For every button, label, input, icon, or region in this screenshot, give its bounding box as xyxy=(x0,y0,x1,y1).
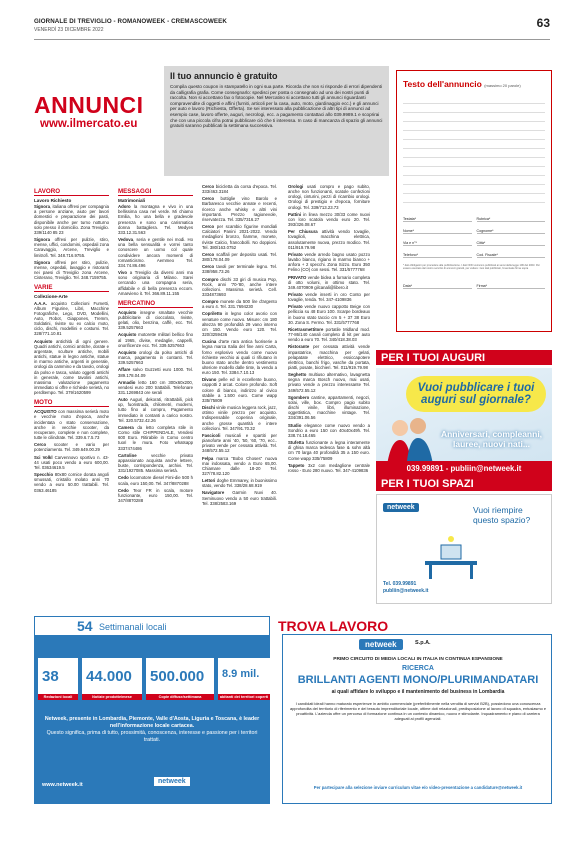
ad-lead: Vedova xyxy=(118,237,134,243)
section-heading: LAVORO xyxy=(34,188,109,196)
ad-lead: Ricetrasmettitore xyxy=(288,326,324,332)
ad-text: per scambio figurine mondiali Calciatori Panini 2021-2022. Vendo medaglioni bronzo, fiamme, monete, riviste Calcio, francobolli. No doppioni. Tel. 380/163.0752 xyxy=(202,224,277,250)
ad-lead: Stufetta xyxy=(288,440,304,446)
classified-ad xyxy=(202,433,277,454)
ad-text: per cessata attività vende impastatrice, macchina per gelati, pelapatate elettrico, essiccapotere elettrico, banchi frigo, vasche da portata, piatti, posate, bicchieri. Tel. 011/919.79.98 xyxy=(288,344,370,370)
ad-lead: Seghetto xyxy=(288,372,307,378)
ad-text: bicicletta da corsa d'epoca. Tel. 333/463.3184 xyxy=(202,184,277,195)
ad-lead: Cedo xyxy=(118,475,129,481)
ad-lead: Armadio xyxy=(118,379,136,385)
classified-ad xyxy=(288,463,370,473)
subsection-heading: Collezione-Arte xyxy=(34,294,68,300)
netweek-logo: netweek xyxy=(154,777,190,786)
ad-lead: ACQUISTO xyxy=(34,409,57,415)
netweek-text-1: Netweek, presente in Lombardia, Piemonte, Valle d'Aosta, Liguria e Toscana, è leader nell'informazione locale cartacea. xyxy=(44,716,260,729)
stat-value: 8.9 mil. xyxy=(222,668,260,680)
classified-ad xyxy=(288,372,370,393)
classified-ad xyxy=(118,204,193,235)
ad-text: con massima serietà moto e vecchie moto d'epoca, anche incidentata o stato conservazione, anche in vecchie scooter, da recuperare, complete e non complete, tutte le cilindrate. Tel. 339.6.7.5.73 xyxy=(34,409,109,441)
field-telefono[interactable]: Telefono* xyxy=(403,249,472,258)
stat-value: 38 xyxy=(42,668,59,685)
ad-text: vende inserti in oro Conto per tovaglie, tenda. Tel. 347-4109836 xyxy=(288,291,370,303)
ad-text: orologi da polso antichi di marca, pagamento in contanti. Tel. 339.5257663 xyxy=(118,349,193,366)
ad-text: offresi per stiro, pulizie, mense, ospedali, lavaggio e ristoranti nei paesi di Treviglio zona Arcene, Cisterano, Treviglio. Tel. 348.7159755. xyxy=(34,259,109,281)
column-4 xyxy=(288,184,370,475)
field-via[interactable]: Via e n°* xyxy=(403,237,472,246)
classified-ad xyxy=(288,252,370,273)
field-firma[interactable]: Firma* xyxy=(477,279,546,289)
classified-ad xyxy=(202,311,277,337)
ad-lead: Acquisto xyxy=(34,338,53,344)
ad-lead: Privato xyxy=(288,291,303,297)
classified-ad xyxy=(202,490,277,505)
promo-spazi-email[interactable]: publiin@netweek.it xyxy=(383,587,429,594)
classified-ad xyxy=(288,304,370,325)
ad-text: multiuso alternativo, lavagnetta segna marca Bosch nuovo, mai usati, privato vende a prezzo interessante Tel. 349/572.55.12 xyxy=(288,372,370,393)
classified-ad xyxy=(288,275,370,290)
classified-ad xyxy=(118,367,193,377)
ad-text: tavoli per terminale legno. Tel. 338/958.73.26 xyxy=(202,264,277,275)
ad-lead: Cerco xyxy=(202,224,215,230)
classified-ad xyxy=(288,212,370,227)
ad-lead: Signora xyxy=(34,204,50,210)
ad-text: portatile Midland mod. 77-86/140 canali completo di kit per auto vendo a euro 70. Tel. 340/418.38.03 xyxy=(288,326,370,343)
stat-label: Copie diffuse/settimana xyxy=(146,694,214,700)
ad-lead: Acquisto xyxy=(118,309,137,315)
column-1 xyxy=(34,184,109,495)
ad-text: musicali e spartiti per pianoforte anni '40, '50, '60, '70, ecc.. privato vende per cessata attività. Tel. 348/572.55.12 xyxy=(202,432,277,454)
ad-lead: Privato xyxy=(288,304,303,310)
classified-ad xyxy=(34,260,109,281)
ad-text: scooter e vario per potenziamento. Tel. 349.649.00.29 xyxy=(34,442,109,453)
ad-lead: Affare xyxy=(118,367,131,373)
stat-label: Notizie prodotte/mese xyxy=(82,694,142,700)
ad-lead: Camera xyxy=(118,424,134,430)
coupon-form xyxy=(396,70,552,332)
netweek-logo: netweek xyxy=(383,503,419,512)
ad-text: vende bidea a furnario completa di otto volumi, in ottimo stato. Tel. 349.4070909 gilcanali@libero.it xyxy=(288,274,370,290)
ad-text: insegne smaltate vecchie pubblicitarie di cioccolato, riviste, gelati, olio, benzina, caffè, ecc. Tel. 339.5257663 xyxy=(118,309,193,331)
classified-ad xyxy=(34,442,109,452)
trova-lavoro-title: TROVA LAVORO xyxy=(278,618,389,634)
ad-text: salvo Guzzetti euro 1000. Tel. 389.178.04.09 xyxy=(118,367,193,378)
ad-text: vende nuovo cappotto Beige con pelliccia su 48 Euro 100. Scarpe bordeaux in buono stato taccio cm 5 + 37 38 Euro 30. Zona S. Fermo. Tel. 331/5777768 xyxy=(288,304,370,325)
ad-lead: Lettori xyxy=(202,478,216,484)
ad-lead: Sci Volkl xyxy=(34,454,53,460)
netweek-box xyxy=(34,616,270,804)
page-header xyxy=(34,14,550,40)
settimanali-title: Settimanali locali xyxy=(99,622,167,632)
ad-lead: Felpa xyxy=(202,455,214,461)
column-2 xyxy=(118,184,193,505)
ad-lead: Tappeto xyxy=(288,462,305,468)
classified-ad xyxy=(118,453,193,474)
ad-lead: Fascicoli xyxy=(202,432,221,438)
ad-lead: Cucina xyxy=(202,339,217,345)
ad-text: a Treviglio da diversi anni ma sono originaria di Milano. Sarei cercando una compagna seria, affidabile e di bella presenza eccom. Amarvieno it. Tel. 366.89.11.155 xyxy=(118,270,193,296)
classified-ad xyxy=(118,332,193,347)
ad-lead: Acquisto xyxy=(118,349,137,355)
ad-text: , italiana offresi per compagnia a persone anziane, aiuto per lavori domestici e preparazione dei pasti, disponibile anche per turno notturno solo presso il domicilio. Zona Treviglio. 339/1140 85 23 xyxy=(34,204,109,235)
annunci-title: ANNUNCI xyxy=(34,92,144,118)
classified-ad xyxy=(34,237,109,258)
subsection-heading: Matrimoniali xyxy=(118,198,146,203)
issue-date: VENERDÌ 23 DICEMBRE 2022 xyxy=(34,27,104,33)
info-title: Il tuo annuncio è gratuito xyxy=(170,71,278,81)
section-heading: MESSAGGI xyxy=(118,188,193,196)
text-lines-field[interactable] xyxy=(403,95,545,203)
ad-text: d'arte rara antica fuoriserie a legna marca Italia del fine anni Carta, forno esplosivo vendo come nuovo richieste vecchio ai quali ci rifiutano in buono stato anche dentro vestimento ulteriore modello dalle tinte, la vendo a euro 150. Tel. 3384.7.10.13 xyxy=(202,339,277,376)
classified-ad xyxy=(288,423,370,438)
form-sign xyxy=(403,279,545,289)
classified-ad xyxy=(288,184,370,210)
ad-text: offresi per pulizie, stiro, mense, uffici, condomini, ospedali zona Caravaggio, Arcene, Treviglio e limitrofi. Tel. 348.716.9755. xyxy=(34,237,109,258)
classified-ad xyxy=(288,395,370,421)
ad-lead: Cerco xyxy=(202,196,215,202)
classified-ad xyxy=(202,184,277,194)
ad-text: antichità di ogni genere. Quadri antichi, cornici antiche, dorate e argentate, sculture antiche, mobili antichi, statue in legno antiche, statue in marmo antiche, argenti in generale, orologi da cammino e da tavolo, orologi da polso e tasca, valuto oggetti antichi in generale, come tavolini antichi, massima valutazione pagamento immediato si offre e richiede serietà, no perditempo. Tel. 379/1620599 xyxy=(34,338,110,396)
classified-ad xyxy=(202,264,277,274)
column-3 xyxy=(202,184,277,508)
ad-text: locomotore diesel Fimi-die 500 h scala, euro 150,00. Tel. 347/8870288 xyxy=(118,475,193,486)
section-heading: MERCATINO xyxy=(118,300,193,308)
promo-auguri-contact[interactable]: 039.99891 - publiin@netweek.it xyxy=(376,461,552,476)
ad-lead: Cerco xyxy=(202,251,215,257)
field-data[interactable]: Data* xyxy=(403,279,472,289)
ad-text: doghe Emmarey, in buonissimo stato, vendo Tel. 338/28.68.919 xyxy=(202,478,277,489)
field-rubrica[interactable]: Rubrica* xyxy=(477,213,546,222)
ad-lead: Cartoline xyxy=(118,452,137,458)
ad-text: attività vendo tovaglie, tovaglioli, macchina elettrica, assolutamente nuova, prezzo modico. Tel. 011/919.79.98 xyxy=(288,229,371,250)
ad-text: vinile musica leggera rock, jazz, ottimo vinile prezzo per acquisto. Indispensabile coperina originale, anche grosse quantità e intere collezioni. Tel. 347/91.70.32 xyxy=(202,405,277,431)
ad-text: , seria e gentile nei modi. Ho una bella sensualità e vorrei tanto conoscere un uomo col quale condividere ancora momenti di romanticismo. Aemmeo Tel. 334.74.86.496 xyxy=(118,237,193,268)
page-number: 63 xyxy=(536,16,550,30)
subsection-heading: Lavoro Richiesto xyxy=(34,198,72,203)
ad-lead: Cedo xyxy=(118,487,129,493)
promo-auguri-question: Vuoi pubblicare i tuoi auguri sul giornale? xyxy=(406,376,546,412)
promo-spazi-contact xyxy=(383,581,428,594)
form-disclaimer: * dati obbligatori per procedere alla pubblicazione. I dati NON verranno pubblicati ai sensi della legge 196 del 2003. Per essere esentato dal nostro servizio di annunci gratuiti, per vedere i tuoi dati pubblicati, l'eventuale firma sopra xyxy=(403,264,540,271)
ad-lead: Orologi xyxy=(288,184,304,189)
classified-ad xyxy=(288,292,370,302)
ad-lead: Privato xyxy=(288,251,303,257)
classified-ad xyxy=(34,455,109,470)
classified-ad xyxy=(202,339,277,375)
ad-text: letto 160 cm 300x60x200, vendesi euro 200 trattabili. Telefonare 331.1269843 ore serali xyxy=(118,379,193,395)
ad-text: Garmin Nuvi 40. Seminuovo vendo a 50 euro trattabili. Tel. 338/2583.169 xyxy=(202,490,277,506)
ad-lead: Divano xyxy=(202,377,217,383)
classified-ad xyxy=(118,380,193,395)
ad-lead: Vivo xyxy=(118,270,127,276)
trova-line-3: BRILLANTI AGENTI MONO/PLURIMANDATARI xyxy=(297,674,539,686)
ad-text: vende arredo bagno usato pozzo lavabo bianco, rigiano in marmo bianco + anfora + 2 specchi. Zona Sizzo. Euro 350 Felino (CO) con sessi. Tel. 331/5777768 xyxy=(288,251,370,273)
company-suffix: S.p.A. xyxy=(415,640,431,646)
form-fields xyxy=(403,213,545,258)
annunci-url[interactable]: www.ilmercato.eu xyxy=(40,118,138,130)
ad-text: cantine, appartamenti, negozi, solai, ville, box. Compro pagio subito dischi vinile, libri, illuminazione, oggettistica, macchine vintage. Tel. 334/391.06.56 xyxy=(288,394,370,421)
classified-ad xyxy=(34,204,109,235)
ad-lead: Sgombero xyxy=(288,394,310,400)
ad-text: usati compro e pago subito, anche non funzionanti, scatole confezioni orologi, cinturini, pezzi di ricambio orologi. Orologi di prestigio e d'epoca, forniture orologi. Tel. 339/713.23.73 xyxy=(288,184,370,210)
promo-spazi-head: PER I TUOI SPAZI xyxy=(376,476,552,491)
promo-auguri-tagline: Anniversari, compleanni, lauree, nuovi nati... xyxy=(440,429,543,449)
ad-lead: Pattini xyxy=(288,211,302,217)
ad-lead: Navigatore xyxy=(202,490,225,496)
stat-notizie xyxy=(82,658,142,700)
settimanali-count: 54 xyxy=(77,618,93,634)
classified-ad xyxy=(118,350,193,365)
netweek-box-head xyxy=(34,616,270,636)
ad-lead: Cerco xyxy=(202,184,215,189)
stat-copie xyxy=(146,658,214,700)
form-title xyxy=(403,79,545,89)
ad-lead: Signora xyxy=(34,259,50,265)
ad-text: da letto completa stile in Como stile CHIPPENDALE, Vendesi 600 Euro. Ritirabile in Como centro tuori le mura. Foto whatsapp 3337474486 xyxy=(118,424,193,451)
netweek-description xyxy=(42,716,262,744)
classified-ad xyxy=(202,478,277,488)
desk-illustration xyxy=(421,535,481,579)
classified-ad xyxy=(202,277,277,298)
ad-lead: Auto xyxy=(118,397,128,403)
promo-auguri-head: PER I TUOI AUGURI xyxy=(376,350,552,365)
ad-text: Teor FR in scala, motore funzionante, euro 150,00. Tel. 347/8870288 xyxy=(118,487,193,503)
ad-text: funzionante a legna interamente di ghisa marca tedesca fase & sohn altà cm 70 larga 40 profondità 35 a 150 euro. Come wapp 335/75809 xyxy=(288,440,370,461)
ad-text: vecchie privato appassionato acquista anche lettere, buste, corrispondenza, archivi. Tel. 331/1927085. Massima serietà. xyxy=(118,452,193,474)
ad-lead: A.A.A. xyxy=(34,300,47,306)
trova-line-1: PRIMO CIRCUITO DI MEDIA LOCALI IN ITALIA IN CONTINUA ESPANSIONE xyxy=(333,657,503,662)
classified-ad xyxy=(118,270,193,296)
stat-abitanti xyxy=(218,658,270,700)
stat-label: Redazioni locali xyxy=(38,694,78,700)
trova-line-2: RICERCA xyxy=(402,665,434,672)
classified-ad xyxy=(118,475,193,485)
ad-lead: Ristorante xyxy=(288,344,310,350)
ad-lead: Cerco xyxy=(34,442,47,448)
field-testata[interactable]: Testata* xyxy=(403,213,472,222)
stat-value: 44.000 xyxy=(86,668,132,685)
trova-lavoro-box xyxy=(282,634,552,804)
classified-ad xyxy=(202,196,277,222)
ad-lead: Copriletto xyxy=(202,311,223,317)
field-codice-fiscale[interactable]: Cod. Fiscale* xyxy=(477,249,546,258)
classified-ad xyxy=(288,229,370,250)
field-nome[interactable]: Nome* xyxy=(403,225,472,234)
ad-text: 3x2 con medaglione centrale rosso - Euro 280 nuovo. Tel. 347-4109836 xyxy=(288,462,370,473)
classified-ad xyxy=(118,488,193,503)
info-box xyxy=(164,66,389,176)
stat-redazioni xyxy=(38,658,78,700)
promo-spazi-question: Vuoi riempire questo spazio? xyxy=(473,505,531,525)
classified-ad xyxy=(34,301,109,337)
trova-footer[interactable]: Per partecipare alla selezione inviare curriculum vitae e/o video-presentazione a candidature@netweek.it xyxy=(313,785,523,790)
ad-text: marca "Bobo Choses" nuova mai indossata, vendo a Euro 65,00. Chiamare dalle 18-20 Tel. 327/78.82.120 xyxy=(202,455,277,476)
ad-text: acquisto Collezioni Fumetti, Album Figurine, Libri, Macchine Fotografiche, Lego, DVD, Modellini, Auto, Robot, Giappones, Tremm, Soldatini, riviste su ex calcio moto, ciclo, dischi, modellini e costumi. Tel. 328/771.10.81 xyxy=(34,300,109,337)
classified-ad xyxy=(118,397,193,423)
ad-text: bottiglie vino Barolo e Barbaresco vecchie annate e recenti, ricerco anche whisky e altri vini importanti. Prezzo ragionevole, riservatezza. Tel. 335/7316.27 xyxy=(202,196,277,222)
classified-ad xyxy=(118,310,193,331)
classified-ad xyxy=(202,405,277,431)
ad-text: in legno color avorio con venature come nuovo. Misure: cm 180 altezza 90 profondità 29 vano interno cm 150. Vendo euro 120. Tel. 320/3259436 xyxy=(202,311,277,338)
ad-lead: Cerco xyxy=(202,264,215,270)
section-heading: VARIE xyxy=(34,284,109,292)
stat-label: abitanti dei territori coperti xyxy=(219,695,269,699)
netweek-url[interactable]: www.netweek.it xyxy=(42,782,83,788)
classified-ad xyxy=(288,344,370,370)
ad-lead: Dischi xyxy=(202,405,215,411)
ad-lead: Studio xyxy=(288,422,302,428)
classified-ad xyxy=(34,339,109,396)
classified-ad xyxy=(118,425,193,451)
ad-lead: PRIVATO xyxy=(288,274,307,280)
info-text: Compila questo coupon in stampatello in ogni sua parte. Ricorda che non si risponde di errori dipendenti da calligrafia grafia. Come consegnarlo: spedisci per posta o consegnalo ad uno dei nostri punti di raccolta. Non si accettano fax o fotocopie. Nel Mercatino si accettano tutti gli annunci riguardanti compravendite di oggetti e affini (furniti, articoli per la casa, auto, moto, giardinaggio ecc.) e gli annunci per auto e lavoro (Richiesta, Offerta). Se sei interessato alla pubblicazione di altri tipi di annunci ad esempio case, lavoro offerte, auguri, necrologi, ecc. a pagamento contattaci allo 039.9989.1 e scoprirai che con una piccola cifra potrai pubblicare ciò che ti interessa. In caso di mancanza di spazio gli annunci gratuiti saranno pubblicati la settimana successiva. xyxy=(170,84,383,129)
ad-lead: Specchio xyxy=(34,472,54,478)
ad-lead: Compro xyxy=(202,276,219,282)
ad-text: Carvennovo sportivo n. 43-44 usati poco vendo a euro 600,00. Tel. 03634619.5 xyxy=(34,454,109,470)
ad-text: pelle ed in eccellente buono, cappotti 2 arcat. Colore profondo. Soft colore di bianco, indirizzo al civico stabile a 1.500 euro. Come wapp 335/75809 xyxy=(202,377,277,403)
section-heading: MOTO xyxy=(34,399,109,407)
netweek-logo: netweek xyxy=(359,639,403,650)
ad-text: elegance come nuovo vendo a Sondrio a euro 150 con 40x40x49h. Tel. 338.74.18.465 xyxy=(288,422,370,438)
classified-ad xyxy=(202,224,277,250)
classified-ad xyxy=(288,440,370,461)
promo-auguri[interactable] xyxy=(376,368,552,476)
ad-lead: Signora xyxy=(34,237,50,243)
classified-ad xyxy=(202,299,277,309)
stats-row xyxy=(38,658,270,700)
form-title-text: Testo dell'annuncio xyxy=(403,79,482,89)
netweek-text-2: Questo significa, prima di tutto, prossimità, conoscenza, interesse e passione per i territori trattati. xyxy=(46,730,258,743)
field-cognome[interactable]: Cognome* xyxy=(477,225,546,234)
ad-text: 80x80 cornice dorata angoli smussati, cristallo molato anni 70 vendo a euro 50.00 trattabili. Tel. 0363.46185 xyxy=(34,472,109,493)
promo-spazi[interactable] xyxy=(376,494,552,604)
classified-ad xyxy=(202,377,277,403)
ad-lead: Compro xyxy=(202,299,219,305)
stat-value: 500.000 xyxy=(150,668,205,685)
field-citta[interactable]: Città* xyxy=(477,237,546,246)
ad-lead: Acquisto xyxy=(118,332,137,338)
classified-ad xyxy=(118,237,193,268)
trova-line-4: ai quali affidare lo sviluppo e il mantenimento del business in Lombardia xyxy=(331,689,505,695)
ad-text: scaffali per deposito usati. Tel. 380/178.04.09 xyxy=(202,251,277,263)
trova-requirements: I candidati ideali hanno maturato esperienze in ambito commerciale (preferibilmente nella vendita di servizi B2B), possiedono una conoscenza approfondita del territorio di riferimento e del tessuto imprenditoriale locale, ottime doti relazionali, predisposizione al lavoro di squadra, entusiasmo e proattività. L'azienda offre un percorso di formazione continua in un contesto dinamico, nuovo e stimolante. Inquadramento e piano di carriera adeguati ai profili agenziali. xyxy=(289,701,547,721)
classified-ad xyxy=(202,456,277,477)
classified-ad xyxy=(202,252,277,262)
ad-text: la montagna e vivo in una bellissima casa nel verde. Mi chiamo Emilia, ho una bella e gradevole presenza e sono una carismatica donna battagliera. Tel. Medyes 333.12.31.563 xyxy=(118,204,193,235)
ad-text: dischi 33 giri di musica Pop, Rock, anni '70-'80, anche intere collezioni. Massima serietà. Cell. 3334873693 xyxy=(202,276,277,297)
ad-text: in linea mezzo 30/33 come nuovi con loro scatola vendo euro 20. Tel. 393/326.08.67 xyxy=(288,211,370,228)
promo-spazi-tel[interactable]: Tel. 039.99891 xyxy=(383,581,417,587)
paper-name: GIORNALE DI TREVIGLIO - ROMANOWEEK - CREMASCOWEEK xyxy=(34,18,227,25)
classified-ad xyxy=(288,327,370,342)
ad-lead: Per Chiusura xyxy=(288,229,318,235)
ad-text: motorette militari bellico fino al 1965, divise, medaglie, cappelli, onorificenze ecc. Tel. 339.5257663 xyxy=(118,332,193,348)
ad-text: Auguri, dekorati, ritrattabili, pick up, fuoristrada, chilometri, moderni, tutto fino al compro, Pagamento immediato in contanti a carico nostro. Tel. 320.5732.42.26 xyxy=(118,397,193,423)
classified-ad xyxy=(34,409,109,440)
form-note: (massimo 20 parole) xyxy=(484,83,521,88)
ad-lead: Adoro xyxy=(118,204,131,210)
ad-text: monete da 500 lire d'argento a euro 4. Tel. 331.7694230 xyxy=(202,299,277,310)
classified-ad xyxy=(34,472,109,493)
